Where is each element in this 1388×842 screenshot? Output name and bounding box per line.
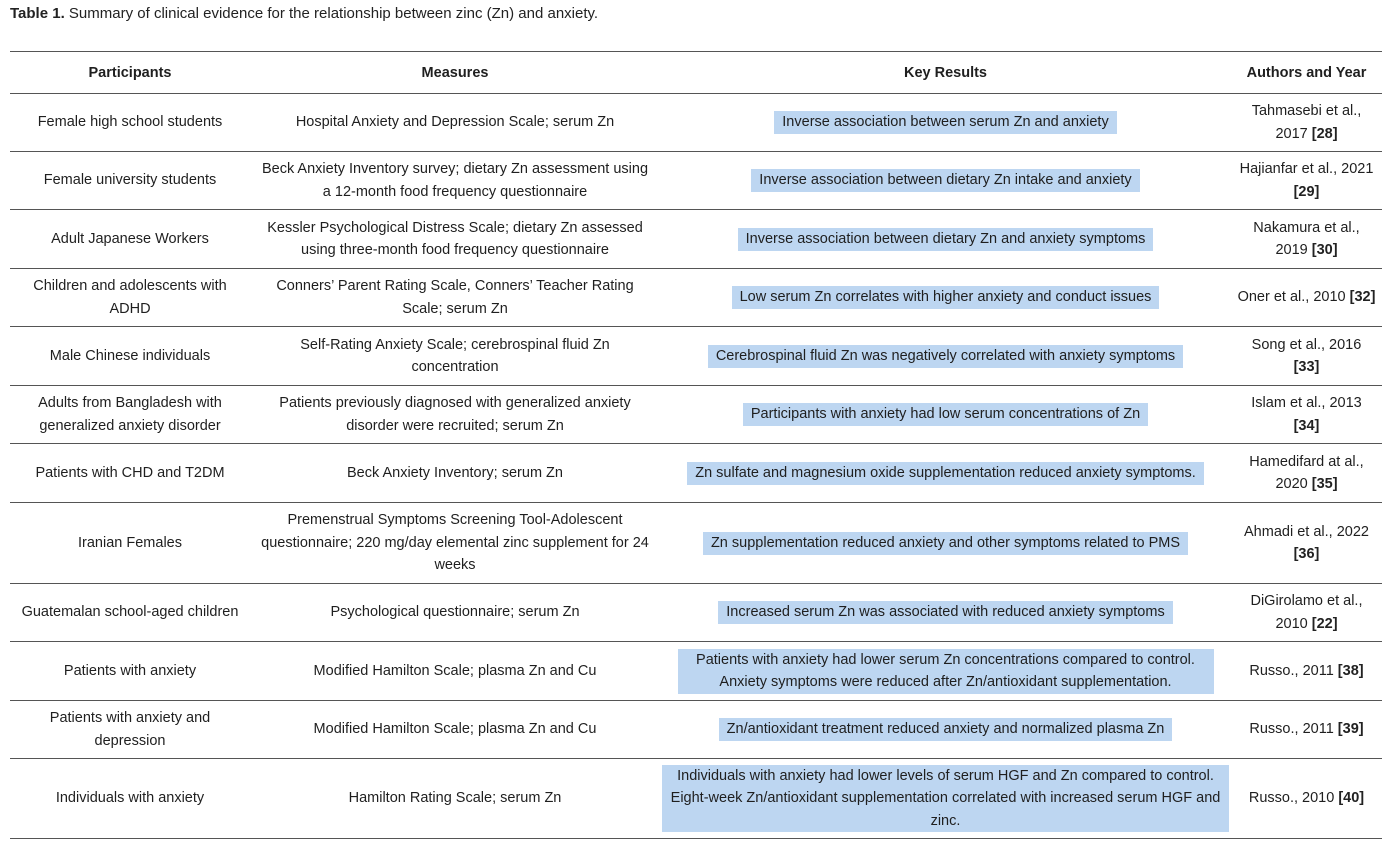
cell-key-result bbox=[660, 503, 1231, 584]
highlighted-result: Individuals with anxiety had lower levels of serum HGF and Zn compared to control. Eight-week Zn/antioxidant supplementation correlated with increased serum HGF and zinc. bbox=[662, 765, 1229, 833]
cell-participants: Individuals with anxiety bbox=[10, 759, 250, 839]
cell-key-result bbox=[660, 94, 1231, 152]
table-row bbox=[10, 642, 1382, 701]
table-row bbox=[10, 152, 1382, 210]
cell-author bbox=[1231, 386, 1382, 444]
author-text: Hamedifard at al., 2020 bbox=[1249, 453, 1364, 492]
cell-participants: Patients with anxiety bbox=[10, 642, 250, 701]
table-row bbox=[10, 503, 1382, 584]
cell-measures: Self-Rating Anxiety Scale; cerebrospinal fluid Zn concentration bbox=[250, 327, 660, 386]
cell-participants: Female high school students bbox=[10, 94, 250, 152]
highlighted-result: Inverse association between serum Zn and anxiety bbox=[774, 111, 1116, 134]
cell-measures: Modified Hamilton Scale; plasma Zn and Cu bbox=[250, 701, 660, 759]
cell-key-result bbox=[660, 210, 1231, 269]
table-row bbox=[10, 327, 1382, 386]
cell-author bbox=[1231, 503, 1382, 584]
citation-link[interactable]: [30] bbox=[1311, 242, 1338, 258]
evidence-table bbox=[10, 51, 1382, 839]
author-text: DiGirolamo et al., 2010 bbox=[1250, 593, 1363, 632]
author-text: Song et al., 2016 bbox=[1251, 336, 1362, 353]
citation-link[interactable]: [29] bbox=[1293, 183, 1320, 200]
author-text: Oner et al., 2010 bbox=[1237, 289, 1346, 306]
cell-key-result bbox=[660, 584, 1231, 642]
table-caption-label: Table 1. bbox=[10, 5, 65, 22]
table-row bbox=[10, 759, 1382, 839]
citation-link[interactable]: [28] bbox=[1311, 125, 1338, 142]
cell-participants: Male Chinese individuals bbox=[10, 327, 250, 386]
highlighted-result: Increased serum Zn was associated with reduced anxiety symptoms bbox=[718, 601, 1172, 624]
highlighted-result: Low serum Zn correlates with higher anxiety and conduct issues bbox=[732, 286, 1160, 309]
cell-author bbox=[1231, 94, 1382, 152]
highlighted-result: Inverse association between dietary Zn and anxiety symptoms bbox=[738, 228, 1154, 251]
table-row bbox=[10, 701, 1382, 759]
highlighted-result: Patients with anxiety had lower serum Zn concentrations compared to control. Anxiety symptoms were reduced after Zn/antioxidant supplementation. bbox=[678, 649, 1214, 694]
cell-participants: Adults from Bangladesh with generalized anxiety disorder bbox=[10, 386, 250, 444]
cell-key-result bbox=[660, 386, 1231, 444]
cell-key-result bbox=[660, 444, 1231, 503]
table-caption bbox=[10, 5, 598, 23]
cell-measures: Hamilton Rating Scale; serum Zn bbox=[250, 759, 660, 839]
cell-author bbox=[1231, 327, 1382, 386]
cell-measures: Modified Hamilton Scale; plasma Zn and Cu bbox=[250, 642, 660, 701]
citation-link[interactable]: [33] bbox=[1293, 359, 1320, 375]
cell-participants: Iranian Females bbox=[10, 503, 250, 584]
cell-participants: Patients with anxiety and depression bbox=[10, 701, 250, 759]
citation-link[interactable]: [34] bbox=[1293, 417, 1320, 434]
highlighted-result: Cerebrospinal fluid Zn was negatively correlated with anxiety symptoms bbox=[708, 345, 1183, 368]
table-row bbox=[10, 94, 1382, 152]
citation-link[interactable]: [35] bbox=[1311, 476, 1338, 492]
cell-author bbox=[1231, 444, 1382, 503]
citation-link[interactable]: [36] bbox=[1293, 546, 1320, 562]
citation-link[interactable]: [32] bbox=[1349, 289, 1376, 306]
header-key-results: Key Results bbox=[660, 52, 1231, 94]
cell-key-result bbox=[660, 327, 1231, 386]
header-authors-year: Authors and Year bbox=[1231, 52, 1382, 94]
highlighted-result: Participants with anxiety had low serum concentrations of Zn bbox=[743, 403, 1148, 426]
citation-link[interactable]: [40] bbox=[1338, 790, 1365, 807]
highlighted-result: Zn sulfate and magnesium oxide supplementation reduced anxiety symptoms. bbox=[687, 462, 1204, 485]
author-text: Tahmasebi et al., 2017 bbox=[1251, 103, 1362, 142]
table-caption-text: Summary of clinical evidence for the relationship between zinc (Zn) and anxiety. bbox=[68, 5, 599, 22]
citation-link[interactable]: [38] bbox=[1337, 662, 1364, 679]
cell-participants: Patients with CHD and T2DM bbox=[10, 444, 250, 503]
cell-author bbox=[1231, 642, 1382, 701]
cell-key-result bbox=[660, 759, 1231, 839]
cell-participants: Guatemalan school-aged children bbox=[10, 584, 250, 642]
cell-measures: Psychological questionnaire; serum Zn bbox=[250, 584, 660, 642]
cell-measures: Patients previously diagnosed with generalized anxiety disorder were recruited; serum Zn bbox=[250, 386, 660, 444]
cell-participants: Children and adolescents with ADHD bbox=[10, 269, 250, 327]
header-participants: Participants bbox=[10, 52, 250, 94]
table-row bbox=[10, 210, 1382, 269]
author-text: Russo., 2011 bbox=[1249, 662, 1334, 679]
cell-key-result bbox=[660, 642, 1231, 701]
highlighted-result: Zn supplementation reduced anxiety and other symptoms related to PMS bbox=[703, 532, 1188, 555]
cell-author bbox=[1231, 701, 1382, 759]
cell-author bbox=[1231, 269, 1382, 327]
cell-participants: Adult Japanese Workers bbox=[10, 210, 250, 269]
author-text: Ahmadi et al., 2022 bbox=[1244, 523, 1369, 540]
highlighted-result: Inverse association between dietary Zn intake and anxiety bbox=[751, 169, 1139, 192]
cell-key-result bbox=[660, 269, 1231, 327]
author-text: Hajianfar et al., 2021 bbox=[1239, 161, 1374, 177]
cell-key-result bbox=[660, 701, 1231, 759]
cell-measures: Hospital Anxiety and Depression Scale; serum Zn bbox=[250, 94, 660, 152]
highlighted-result: Zn/antioxidant treatment reduced anxiety and normalized plasma Zn bbox=[719, 718, 1173, 741]
cell-measures: Beck Anxiety Inventory; serum Zn bbox=[250, 444, 660, 503]
cell-author bbox=[1231, 584, 1382, 642]
header-measures: Measures bbox=[250, 52, 660, 94]
table-header bbox=[10, 52, 1382, 94]
author-text: Nakamura et al., 2019 bbox=[1253, 219, 1360, 258]
author-text: Russo., 2010 bbox=[1248, 790, 1335, 807]
cell-measures: Conners’ Parent Rating Scale, Conners’ Teacher Rating Scale; serum Zn bbox=[250, 269, 660, 327]
citation-link[interactable]: [39] bbox=[1337, 721, 1364, 738]
table-row bbox=[10, 386, 1382, 444]
table-body bbox=[10, 94, 1382, 839]
citation-link[interactable]: [22] bbox=[1311, 615, 1338, 632]
table-row bbox=[10, 444, 1382, 503]
table-row bbox=[10, 269, 1382, 327]
author-text: Russo., 2011 bbox=[1249, 721, 1334, 738]
cell-key-result bbox=[660, 152, 1231, 210]
cell-measures: Kessler Psychological Distress Scale; dietary Zn assessed using three-month food frequency questionnaire bbox=[250, 210, 660, 269]
cell-participants: Female university students bbox=[10, 152, 250, 210]
table-row bbox=[10, 584, 1382, 642]
cell-measures: Beck Anxiety Inventory survey; dietary Zn assessment using a 12-month food frequency questionnaire bbox=[250, 152, 660, 210]
author-text: Islam et al., 2013 bbox=[1251, 395, 1362, 411]
cell-author bbox=[1231, 152, 1382, 210]
cell-author bbox=[1231, 759, 1382, 839]
cell-author bbox=[1231, 210, 1382, 269]
header-row bbox=[10, 52, 1382, 94]
cell-measures: Premenstrual Symptoms Screening Tool-Adolescent questionnaire; 220 mg/day elemental zinc supplement for 24 weeks bbox=[250, 503, 660, 584]
